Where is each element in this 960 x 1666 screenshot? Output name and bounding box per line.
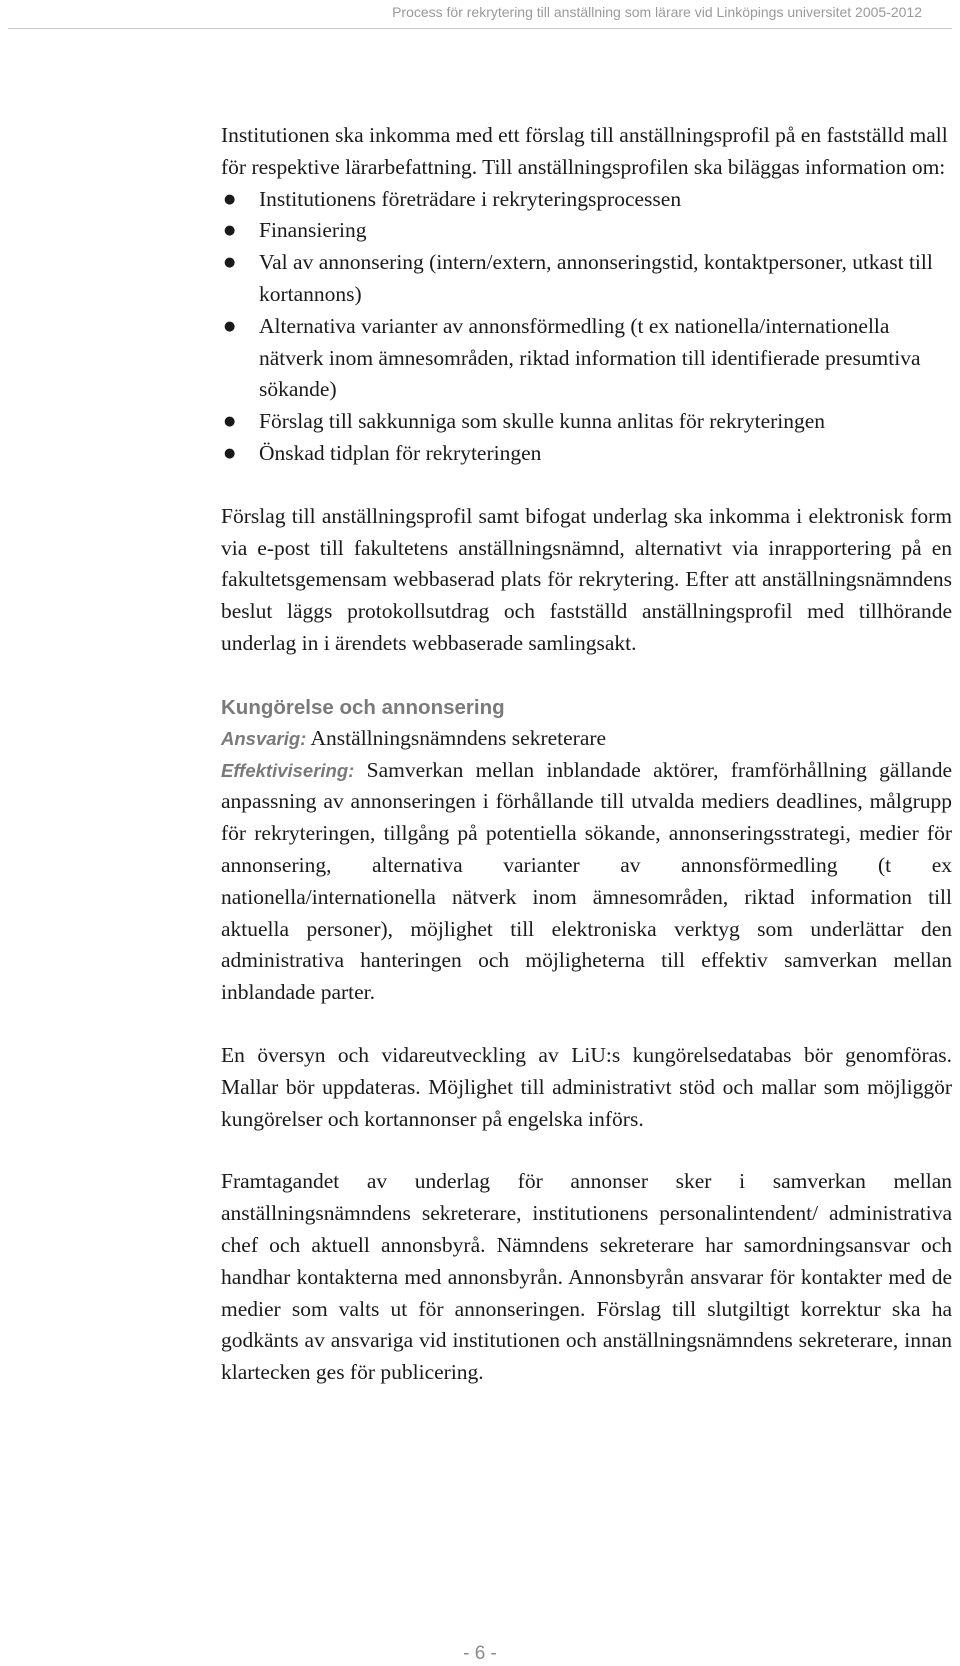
bullet-icon: ●: [224, 255, 236, 271]
page-number: - 6 -: [463, 1643, 497, 1664]
section-heading: Kungörelse och annonsering: [221, 695, 505, 719]
list-item-text: Finansiering: [259, 218, 367, 243]
attachment-list: [221, 184, 952, 470]
list-item: [221, 247, 952, 311]
list-item-text: Förslag till sakkunniga som skulle kunna anlitas för rekryteringen: [259, 409, 826, 434]
bullet-icon: ●: [224, 223, 236, 239]
header-divider: [8, 28, 952, 29]
list-item-text: Institutionens företrädare i rekryteringsprocessen: [259, 186, 682, 211]
production-paragraph: Framtagandet av underlag för annonser sker i samverkan mellan anställningsnämndens sekreterare, institutionens personalintendent/ administrativa chef och aktuell annonsbyrå. Nämndens sekreterare har samordningsansvar och handhar kontakterna med annonsbyrån. Annonsbyrån ansvarar för kontakter med de medier som valts ut för annonseringen. Förslag till slutgiltigt korrektur ska ha godkänts av ansvariga vid institutionen och anställningsnämndens sekreterare, innan klartecken ges för publicering.: [221, 1169, 952, 1385]
document-body: [221, 120, 952, 1389]
efficiency-paragraph: [221, 755, 952, 1009]
review-paragraph: En översyn och vidareutveckling av LiU:s kungörelsedatabas bör genomföras. Mallar bör uppdateras. Möjlighet till administrativt stöd och mallar som möjliggör kungörelser och kortannonser på engelska införs.: [221, 1042, 952, 1131]
efficiency-text: Samverkan mellan inblandade aktörer, framförhållning gällande anpassning av annonseringen i förhållande till utvalda mediers deadlines, målgrupp för rekryteringen, tillgång på potentiella sökande, annonseringsstrategi, medier för annonsering, alternativa varianter av annonsförmedling (t ex nationella/internationella nätverk inom ämnesområden, riktad information till aktuella personer), möjlighet till elektroniska verktyg som underlättar den administrativa hanteringen och möjligheterna till effektiv samverkan mellan inblandade parter.: [221, 757, 953, 1005]
bullet-icon: ●: [224, 445, 236, 461]
responsible-label: Ansvarig:: [221, 727, 307, 749]
running-title: Process för rekrytering till anställning som lärare vid Linköpings universitet 2005-2012: [392, 4, 922, 20]
bullet-icon: ●: [224, 414, 236, 430]
list-item: [221, 311, 952, 406]
responsible-value: Anställningsnämndens sekreterare: [310, 725, 607, 750]
responsible-line: [221, 723, 952, 755]
list-item-text: Val av annonsering (intern/extern, annonseringstid, kontaktpersoner, utkast till kortannons): [259, 250, 933, 306]
bullet-icon: ●: [224, 191, 236, 207]
list-item-text: Alternativa varianter av annonsförmedling (t ex nationella/internationella nätverk inom ämnesområden, riktad information till identifierade presumtiva sökande): [259, 313, 921, 402]
page-header: [0, 0, 960, 30]
list-item: [221, 406, 952, 438]
list-item: [221, 438, 952, 470]
intro-paragraph: Institutionen ska inkomma med ett förslag till anställningsprofil på en fastställd mall för respektive lärarbefattning. Till anställningsprofilen ska biläggas information om:: [221, 123, 948, 179]
submission-paragraph: Förslag till anställningsprofil samt bifogat underlag ska inkomma i elektronisk form via e-post till fakultetens anställningsnämnd, alternativt via inrapportering på en fakultetsgemensam webbaserad plats för rekrytering. Efter att anställningsnämndens beslut läggs protokollsutdrag och fastställd anställningsprofil med tillhörande underlag in i ärendets webbaserade samlingsakt.: [221, 503, 952, 655]
bullet-icon: ●: [224, 318, 236, 334]
list-item: [221, 215, 952, 247]
list-item: [221, 184, 952, 216]
list-item-text: Önskad tidplan för rekryteringen: [259, 440, 542, 465]
efficiency-label: Effektivisering:: [221, 759, 355, 781]
